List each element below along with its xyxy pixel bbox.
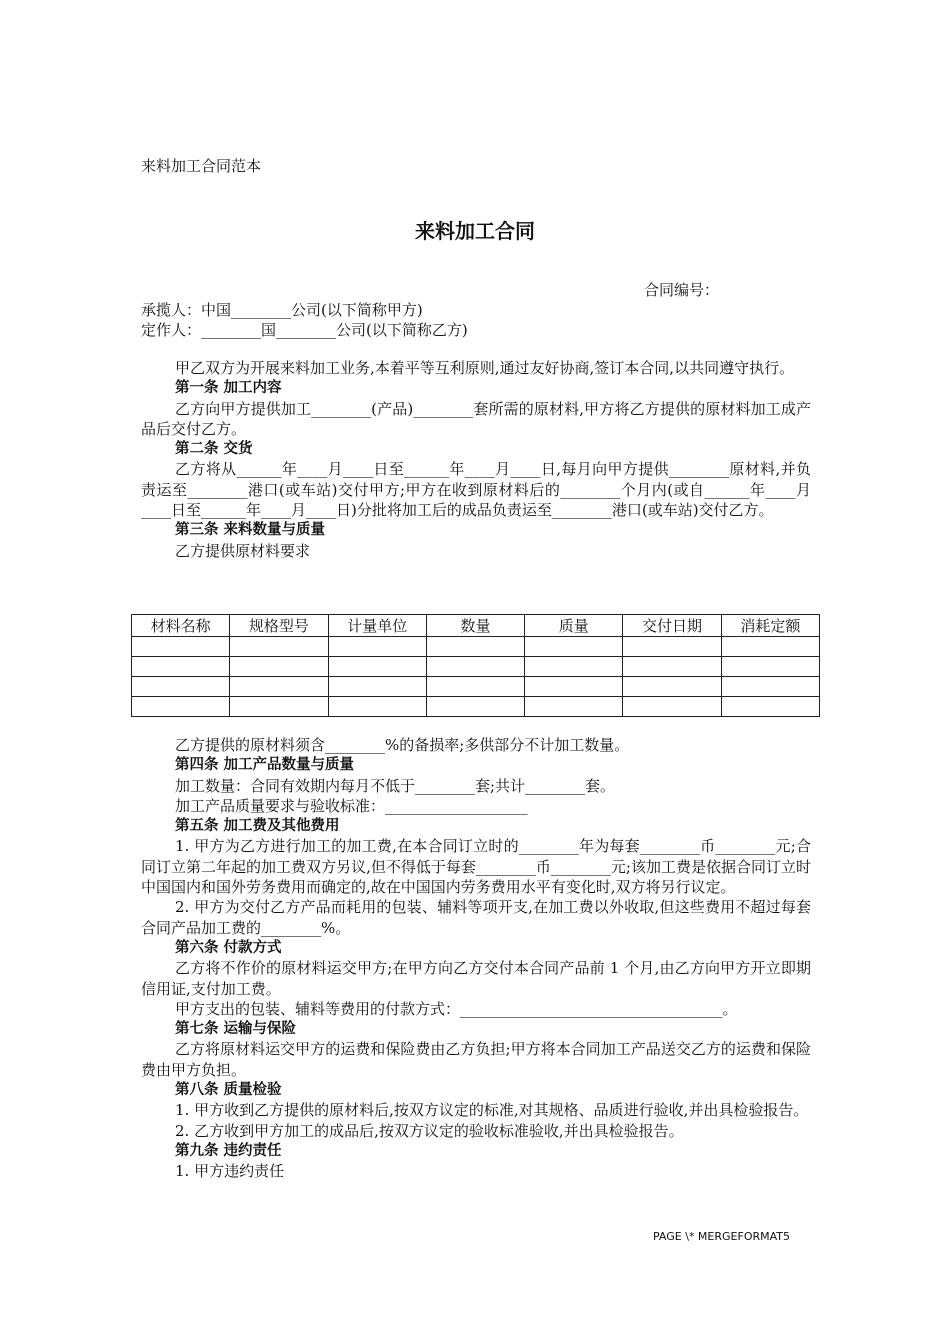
table-cell <box>132 697 230 717</box>
table-cell <box>623 657 721 677</box>
document-label: 来料加工合同范本 <box>141 157 262 175</box>
article-2-title: 第二条 交货 <box>175 441 253 458</box>
table-cell <box>721 637 819 657</box>
article-4-title: 第四条 加工产品数量与质量 <box>175 757 355 774</box>
article-6-paragraph-2: 甲方支出的包装、辅料等费用的付款方式：___________________________________。 <box>175 999 738 1018</box>
article-7-title: 第七条 运输与保险 <box>175 1021 297 1038</box>
table-cell <box>230 677 328 697</box>
table-header: 计量单位 <box>328 615 426 637</box>
table-cell <box>132 677 230 697</box>
article-5-paragraph-2: 2. 甲方为交付乙方产品而耗用的包装、辅料等项开支,在加工费以外收取,但这些费用不超过每套合同产品加工费的________%。 <box>141 898 811 937</box>
table-row <box>132 657 820 677</box>
table-cell <box>230 637 328 657</box>
table-header: 数量 <box>426 615 524 637</box>
table-cell <box>426 637 524 657</box>
table-cell <box>426 657 524 677</box>
table-cell <box>623 637 721 657</box>
table-cell <box>230 657 328 677</box>
article-1-title: 第一条 加工内容 <box>175 380 282 397</box>
article-3-text: 乙方提供原材料要求 <box>175 541 311 560</box>
article-6-paragraph-1: 乙方将不作价的原材料运交甲方;在甲方向乙方交付本合同产品前 1 个月,由乙方向甲方开立即期信用证,支付加工费。 <box>141 959 811 998</box>
table-cell <box>328 697 426 717</box>
table-header: 规格型号 <box>230 615 328 637</box>
table-cell <box>721 677 819 697</box>
table-row <box>132 697 820 717</box>
article-1-text: 乙方向甲方提供加工________(产品)________套所需的原材料,甲方将乙方提供的原材料加工成产品后交付乙方。 <box>141 399 811 438</box>
table-cell <box>132 637 230 657</box>
table-cell <box>426 677 524 697</box>
table-cell <box>328 657 426 677</box>
contract-number: 合同编号： <box>644 281 720 299</box>
table-cell <box>623 697 721 717</box>
table-cell <box>721 657 819 677</box>
table-cell <box>525 697 623 717</box>
article-3-after: 乙方提供的原材料须含________%的备损率;多供部分不计加工数量。 <box>175 736 630 754</box>
table-cell <box>525 657 623 677</box>
table-cell <box>721 697 819 717</box>
article-2-text: 乙方将从______年____月____日至______年____月____日,每月向甲方提供________原材料,并负责运至________港口(或车站)交付甲方;甲方在收到原材料后的________个月内(或自______年____月____日至______年____月____日)分批将加工后的成品负责运至________港口(或车站)交付乙方。 <box>141 460 811 520</box>
table-header-row <box>132 615 820 637</box>
article-9-title: 第九条 违约责任 <box>175 1142 282 1159</box>
article-6-title: 第六条 付款方式 <box>175 939 282 956</box>
page-footer: PAGE \* MERGEFORMAT5 <box>653 1230 791 1243</box>
article-8-paragraph-2: 2. 乙方收到甲方加工的成品后,按双方议定的验收标准验收,并出具检验报告。 <box>175 1121 684 1140</box>
contract-body-bottom <box>141 735 811 1182</box>
table-cell <box>623 677 721 697</box>
article-4-line-1: 加工数量：合同有效期内每月不低于________套;共计________套。 <box>175 776 616 795</box>
party-a: 承揽人：中国________公司(以下简称甲方) <box>141 301 423 319</box>
intro-paragraph: 甲乙双方为开展来料加工业务,本着平等互利原则,通过友好协商,签订本合同,以共同遵守执行。 <box>175 359 795 377</box>
table-body <box>132 637 820 717</box>
article-3-title: 第三条 来料数量与质量 <box>175 522 326 539</box>
document-title: 来料加工合同 <box>415 219 535 243</box>
table-cell <box>230 697 328 717</box>
table-cell <box>426 697 524 717</box>
article-7-text: 乙方将原材料运交甲方的运费和保险费由乙方负担;甲方将本合同加工产品送交乙方的运费和保险费由甲方负担。 <box>141 1040 811 1079</box>
article-9-paragraph-1: 1. 甲方违约责任 <box>175 1162 285 1181</box>
table-cell <box>328 637 426 657</box>
table-row <box>132 677 820 697</box>
materials-table <box>131 614 820 717</box>
article-5-title: 第五条 加工费及其他费用 <box>175 818 340 835</box>
article-5-paragraph-1: 1. 甲方为乙方进行加工的加工费,在本合同订立时的________年为每套________币________元;合同订立第二年起的加工费双方另议,但不得低于每套________币________元;该加工费是依据合同订立时中国国内和国外劳务费用而确定的,故在中国国内劳务费用水平有变化时,双方将另行议定。 <box>141 837 811 897</box>
table-header: 质量 <box>525 615 623 637</box>
article-8-paragraph-1: 1. 甲方收到乙方提供的原材料后,按双方议定的标准,对其规格、品质进行验收,并出具检验报告。 <box>175 1101 809 1120</box>
table-cell <box>328 677 426 697</box>
table-header: 交付日期 <box>623 615 721 637</box>
table-header: 消耗定额 <box>721 615 819 637</box>
article-4-line-2: 加工产品质量要求与验收标准：___________________ <box>175 796 528 815</box>
table-cell <box>525 677 623 697</box>
table-cell <box>132 657 230 677</box>
table-cell <box>525 637 623 657</box>
contract-body-top <box>141 358 811 561</box>
party-b: 定作人：________国________公司(以下简称乙方) <box>141 321 468 339</box>
table-header: 材料名称 <box>132 615 230 637</box>
table-row <box>132 637 820 657</box>
article-8-title: 第八条 质量检验 <box>175 1082 282 1099</box>
